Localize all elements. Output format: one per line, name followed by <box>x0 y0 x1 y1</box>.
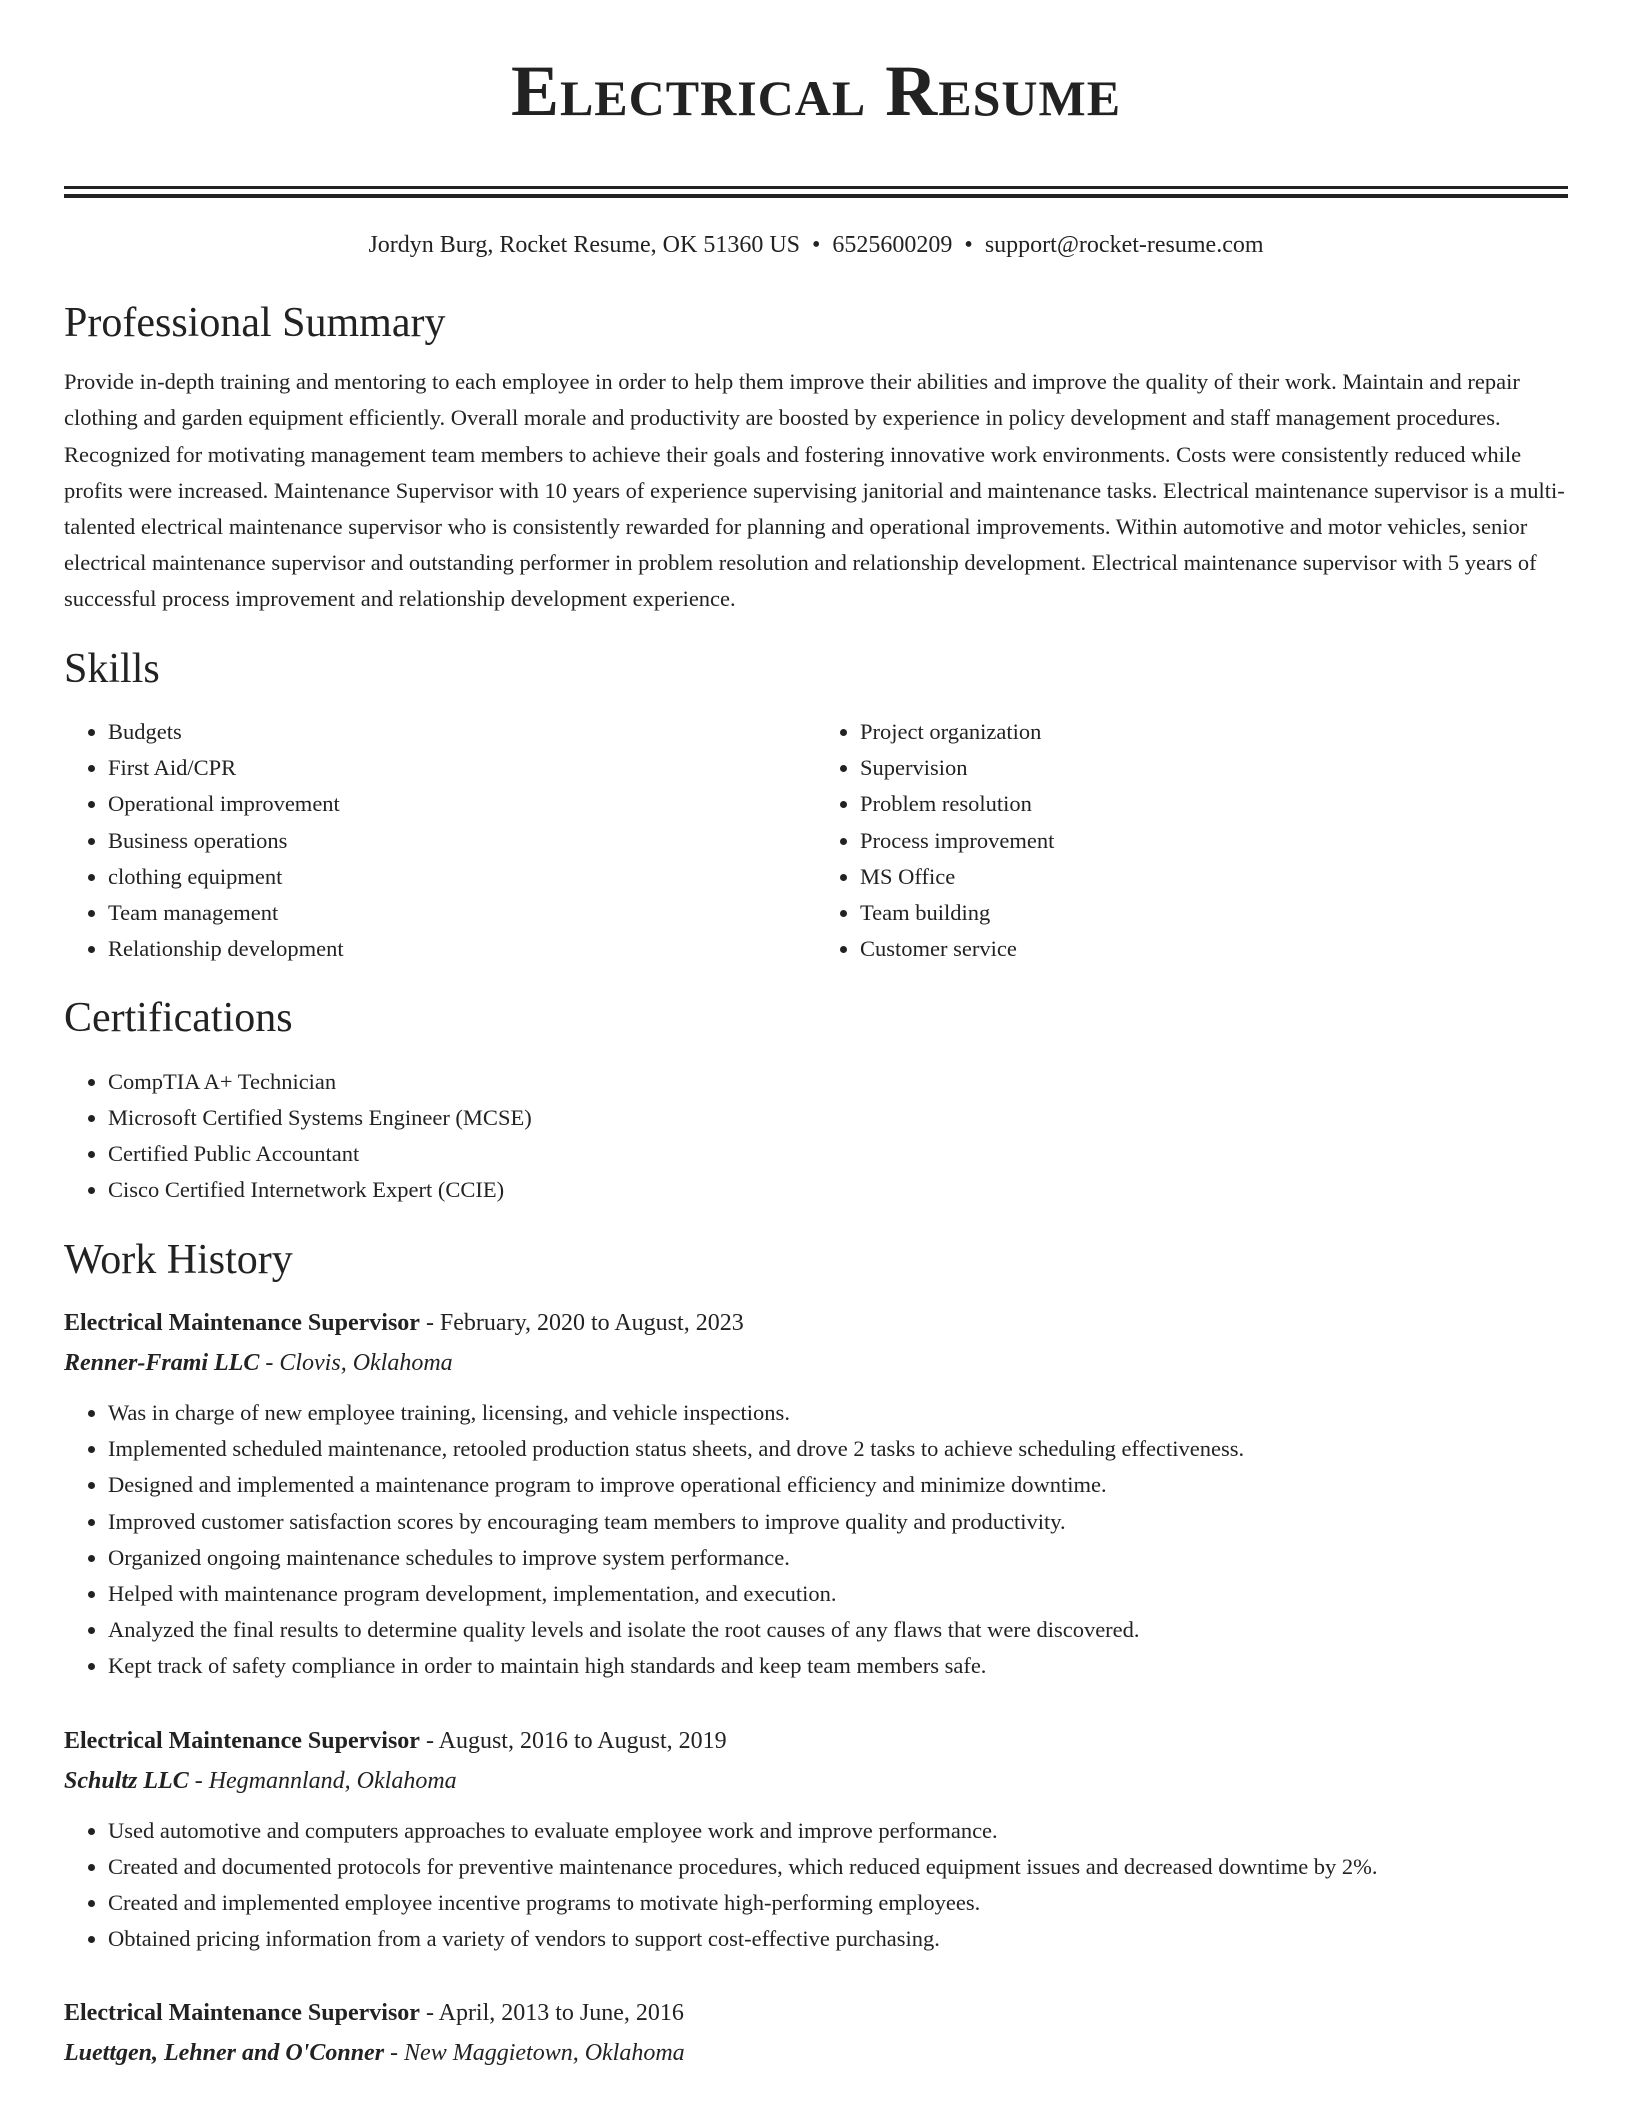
job-bullet: • Analyzed the final results to determine quality levels and isolate the root causes of any flaws that were discovered. <box>108 1612 1568 1648</box>
contact-email: support@rocket-resume.com <box>984 232 1264 258</box>
job-bullets <box>64 1395 1568 1685</box>
skill-item: • clothing equipment <box>108 859 816 895</box>
contact-line <box>64 231 1568 260</box>
job-location: - Hegmannland, Oklahoma <box>188 1767 457 1794</box>
job-entry <box>64 1721 1568 1958</box>
work-history-heading: Work History <box>64 1236 293 1283</box>
skill-item: • Project organization <box>860 714 1568 750</box>
title-divider <box>64 186 1568 198</box>
contact-separator: • <box>964 232 973 258</box>
job-title-line <box>64 1303 1568 1343</box>
job-company-line <box>64 1343 1568 1383</box>
certifications-list <box>64 1064 1568 1209</box>
job-bullet: • Created and implemented employee incentive programs to motivate high-performing employees. <box>108 1885 1568 1921</box>
job-company: Schultz LLC <box>64 1767 189 1794</box>
skills-heading: Skills <box>64 645 160 692</box>
summary-text: Provide in-depth training and mentoring to each employee in order to help them improve their abilities and improve the quality of their work. Maintain and repair clothing and garden equipment efficiently. Overall morale and productivity are boosted by experience in policy development and staff management procedures. Recognized for motivating management team members to achieve their goals and fostering innovative work environments. Costs were consistently reduced while profits were increased. Maintenance Supervisor with 10 years of experience supervising janitorial and maintenance tasks. Electrical maintenance supervisor is a multi-talented electrical maintenance supervisor who is consistently rewarded for planning and operational improvements. Within automotive and motor vehicles, senior electrical maintenance supervisor and outstanding performer in problem resolution and relationship development. Electrical maintenance supervisor with 5 years of successful process improvement and relationship development experience. <box>64 369 1565 612</box>
skill-item: • Team management <box>108 895 816 931</box>
job-bullet: • Was in charge of new employee training, licensing, and vehicle inspections. <box>108 1395 1568 1431</box>
job-location: - Clovis, Oklahoma <box>259 1350 453 1377</box>
job-dates: - February, 2020 to August, 2023 <box>419 1310 744 1337</box>
job-title-line <box>64 1721 1568 1761</box>
resume-title: Electrical Resume <box>510 51 1122 131</box>
skill-item: • Supervision <box>860 750 1568 786</box>
job-dates: - August, 2016 to August, 2019 <box>419 1727 727 1754</box>
certification-item: • Cisco Certified Internetwork Expert (CCIE) <box>108 1172 1568 1208</box>
job-dates: - April, 2013 to June, 2016 <box>419 2000 684 2027</box>
skill-item: • Budgets <box>108 714 816 750</box>
job-title: Electrical Maintenance Supervisor <box>64 1727 420 1754</box>
job-title: Electrical Maintenance Supervisor <box>64 2000 420 2027</box>
skill-item: • Business operations <box>108 823 816 859</box>
job-title-line <box>64 1993 1568 2033</box>
skill-item: • MS Office <box>860 859 1568 895</box>
contact-address: Jordyn Burg, Rocket Resume, OK 51360 US <box>368 232 801 258</box>
certification-item: • Microsoft Certified Systems Engineer (MCSE) <box>108 1100 1568 1136</box>
job-bullet: • Created and documented protocols for preventive maintenance procedures, which reduced equipment issues and decreased downtime by 2%. <box>108 1849 1568 1885</box>
job-bullet: • Helped with maintenance program development, implementation, and execution. <box>108 1576 1568 1612</box>
contact-separator: • <box>812 232 821 258</box>
job-bullet: • Designed and implemented a maintenance program to improve operational efficiency and minimize downtime. <box>108 1467 1568 1503</box>
skill-item: • Problem resolution <box>860 786 1568 822</box>
skill-item: • Team building <box>860 895 1568 931</box>
skill-item: • Operational improvement <box>108 786 816 822</box>
skill-item: • Customer service <box>860 931 1568 967</box>
job-entry <box>64 1303 1568 1685</box>
skills-columns <box>64 714 1568 967</box>
job-bullet: • Organized ongoing maintenance schedules to improve system performance. <box>108 1540 1568 1576</box>
job-bullet: • Used automotive and computers approaches to evaluate employee work and improve performance. <box>108 1813 1568 1849</box>
certifications-heading: Certifications <box>64 995 293 1042</box>
job-entry <box>64 1993 1568 2073</box>
skills-list-left <box>64 714 816 967</box>
contact-phone: 6525600209 <box>832 232 953 258</box>
summary-heading: Professional Summary <box>64 299 446 346</box>
job-bullet: • Improved customer satisfaction scores by encouraging team members to improve quality and productivity. <box>108 1504 1568 1540</box>
certification-item: • CompTIA A+ Technician <box>108 1064 1568 1100</box>
skill-item: • Process improvement <box>860 823 1568 859</box>
job-bullet: • Obtained pricing information from a variety of vendors to support cost-effective purchasing. <box>108 1921 1568 1957</box>
skill-item: • Relationship development <box>108 931 816 967</box>
job-bullet: • Kept track of safety compliance in order to maintain high standards and keep team members safe. <box>108 1648 1568 1684</box>
job-title: Electrical Maintenance Supervisor <box>64 1310 420 1337</box>
job-bullets <box>64 1813 1568 1958</box>
job-company-line <box>64 2033 1568 2073</box>
job-bullet: • Implemented scheduled maintenance, retooled production status sheets, and drove 2 tasks to achieve scheduling effectiveness. <box>108 1431 1568 1467</box>
certification-item: • Certified Public Accountant <box>108 1136 1568 1172</box>
job-company: Luettgen, Lehner and O'Conner <box>64 2040 385 2067</box>
skill-item: • First Aid/CPR <box>108 750 816 786</box>
skills-list-right <box>816 714 1568 967</box>
job-location: - New Maggietown, Oklahoma <box>384 2040 685 2067</box>
job-company-line <box>64 1761 1568 1801</box>
job-company: Renner-Frami LLC <box>64 1350 260 1377</box>
